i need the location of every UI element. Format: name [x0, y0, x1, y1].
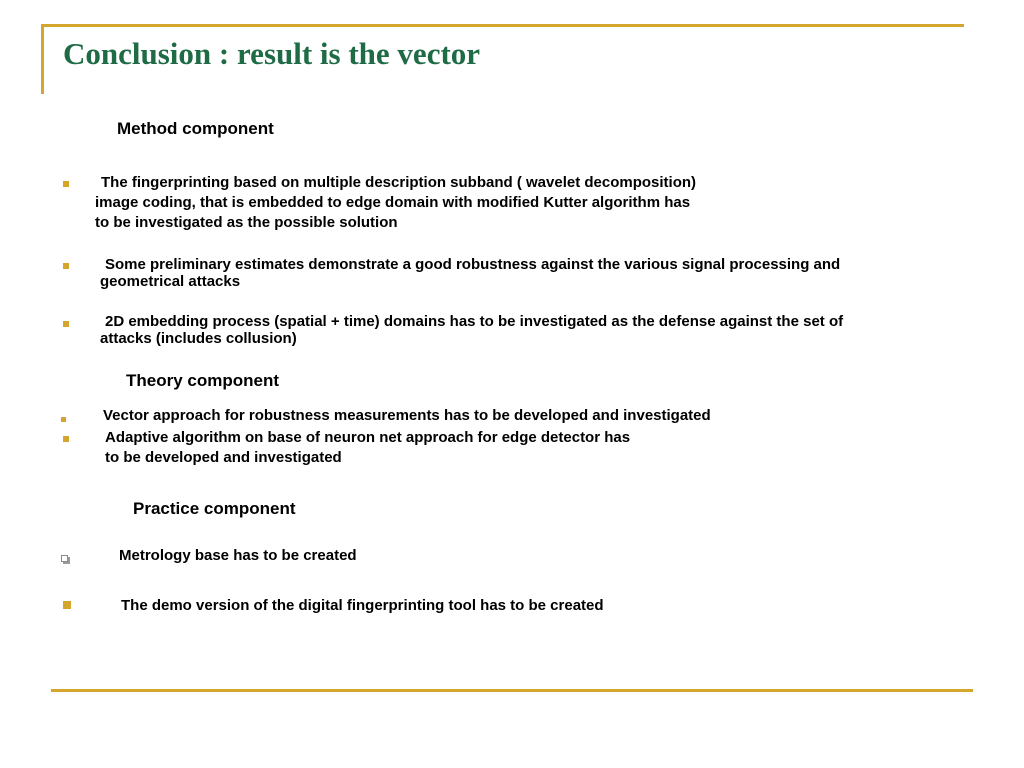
method-item-1-line-3: to be investigated as the possible solution: [95, 214, 398, 231]
bullet-square-icon: [63, 181, 69, 187]
theory-item-1-line-1: Vector approach for robustness measurements has to be developed and investigated: [103, 407, 711, 424]
method-item-1-line-2: image coding, that is embedded to edge domain with modified Kutter algorithm has: [95, 194, 691, 211]
bottom-horizontal-rule: [51, 689, 973, 692]
theory-item-2-line-1: Adaptive algorithm on base of neuron net approach for edge detector has: [105, 429, 631, 446]
method-item-3-line-2: attacks (includes collusion): [100, 330, 297, 347]
top-horizontal-rule: [41, 24, 964, 27]
method-item-2-line-1: Some preliminary estimates demonstrate a good robustness against the various signal processing and: [105, 256, 841, 273]
hollow-square-bullet-icon: [61, 555, 68, 562]
practice-item-1-line-1: Metrology base has to be created: [119, 547, 357, 564]
practice-heading: Practice component: [133, 499, 296, 518]
method-item-3-line-1: 2D embedding process (spatial + time) domains has to be investigated as the defense against the set of: [105, 313, 844, 330]
method-item-2-line-2: geometrical attacks: [100, 273, 241, 290]
method-heading: Method component: [117, 119, 274, 138]
bullet-square-icon: [63, 601, 71, 609]
bullet-square-icon: [61, 417, 66, 422]
bullet-square-icon: [63, 321, 69, 327]
method-item-1-line-1: The fingerprinting based on multiple description subband ( wavelet decomposition): [101, 174, 697, 191]
bullet-square-icon: [63, 436, 69, 442]
bullet-square-icon: [63, 263, 69, 269]
practice-item-2-line-1: The demo version of the digital fingerprinting tool has to be created: [121, 597, 604, 614]
top-left-vertical-rule: [41, 24, 44, 94]
slide-title: Conclusion : result is the vector: [63, 36, 481, 71]
theory-item-2-line-2: to be developed and investigated: [105, 449, 342, 466]
theory-heading: Theory component: [126, 371, 280, 390]
